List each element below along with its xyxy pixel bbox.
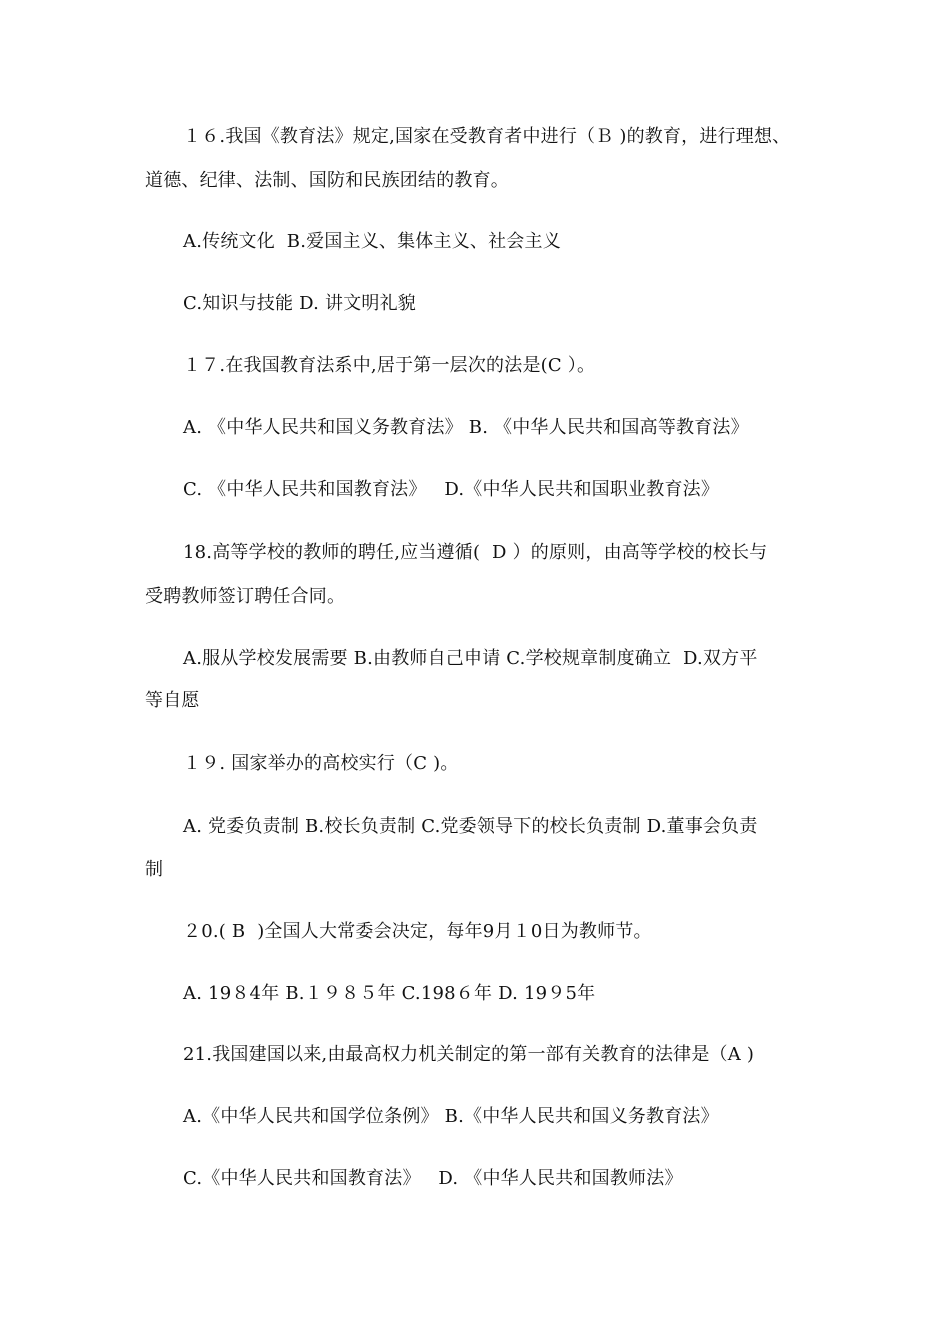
question-21-option-line: A.《中华人民共和国学位条例》 B.《中华人民共和国义务教育法》 — [183, 1106, 719, 1127]
question-20-stem: ２0.( B )全国人大常委会决定，每年9月１0日为教师节。 — [183, 921, 652, 942]
question-16-option-line: C.知识与技能 D. 讲文明礼貌 — [183, 293, 417, 314]
question-19-option-line-1: A. 党委负责制 B.校长负责制 C.党委领导下的校长负责制 D.董事会负责 — [183, 816, 758, 837]
question-17-option-line: A. 《中华人民共和国义务教育法》 B. 《中华人民共和国高等教育法》 — [183, 417, 749, 438]
question-16-option-line: A.传统文化 B.爱国主义、集体主义、社会主义 — [183, 231, 561, 252]
question-16-stem-line-2: 道德、纪律、法制、国防和民族团结的教育。 — [145, 170, 509, 191]
question-17-option-line: C. 《中华人民共和国教育法》 D.《中华人民共和国职业教育法》 — [183, 479, 720, 500]
question-16-stem-line-1: １６.我国《教育法》规定,国家在受教育者中进行（Ｂ )的教育，进行理想、 — [183, 126, 791, 147]
question-18-option-line-2: 等自愿 — [145, 690, 200, 711]
question-18-stem-line-2: 受聘教师签订聘任合同。 — [145, 586, 346, 607]
question-18-stem-line-1: 18.高等学校的教师的聘任,应当遵循( D ）的原则，由高等学校的校长与 — [183, 542, 768, 563]
question-17-stem: １７.在我国教育法系中,居于第一层次的法是(C ）。 — [183, 355, 596, 376]
question-18-option-line-1: A.服从学校发展需要 B.由教师自己申请 C.学校规章制度确立 D.双方平 — [183, 648, 758, 669]
question-21-stem: 21.我国建国以来,由最高权力机关制定的第一部有关教育的法律是（A ) — [183, 1044, 755, 1065]
question-20-option-line: A. 19８4年 B.１９８５年 C.198６年 D. 19９5年 — [183, 983, 596, 1004]
question-21-option-line: C.《中华人民共和国教育法》 D. 《中华人民共和国教师法》 — [183, 1168, 683, 1189]
question-19-stem: １９. 国家举办的高校实行（C )。 — [183, 753, 459, 774]
question-19-option-line-2: 制 — [145, 859, 164, 880]
